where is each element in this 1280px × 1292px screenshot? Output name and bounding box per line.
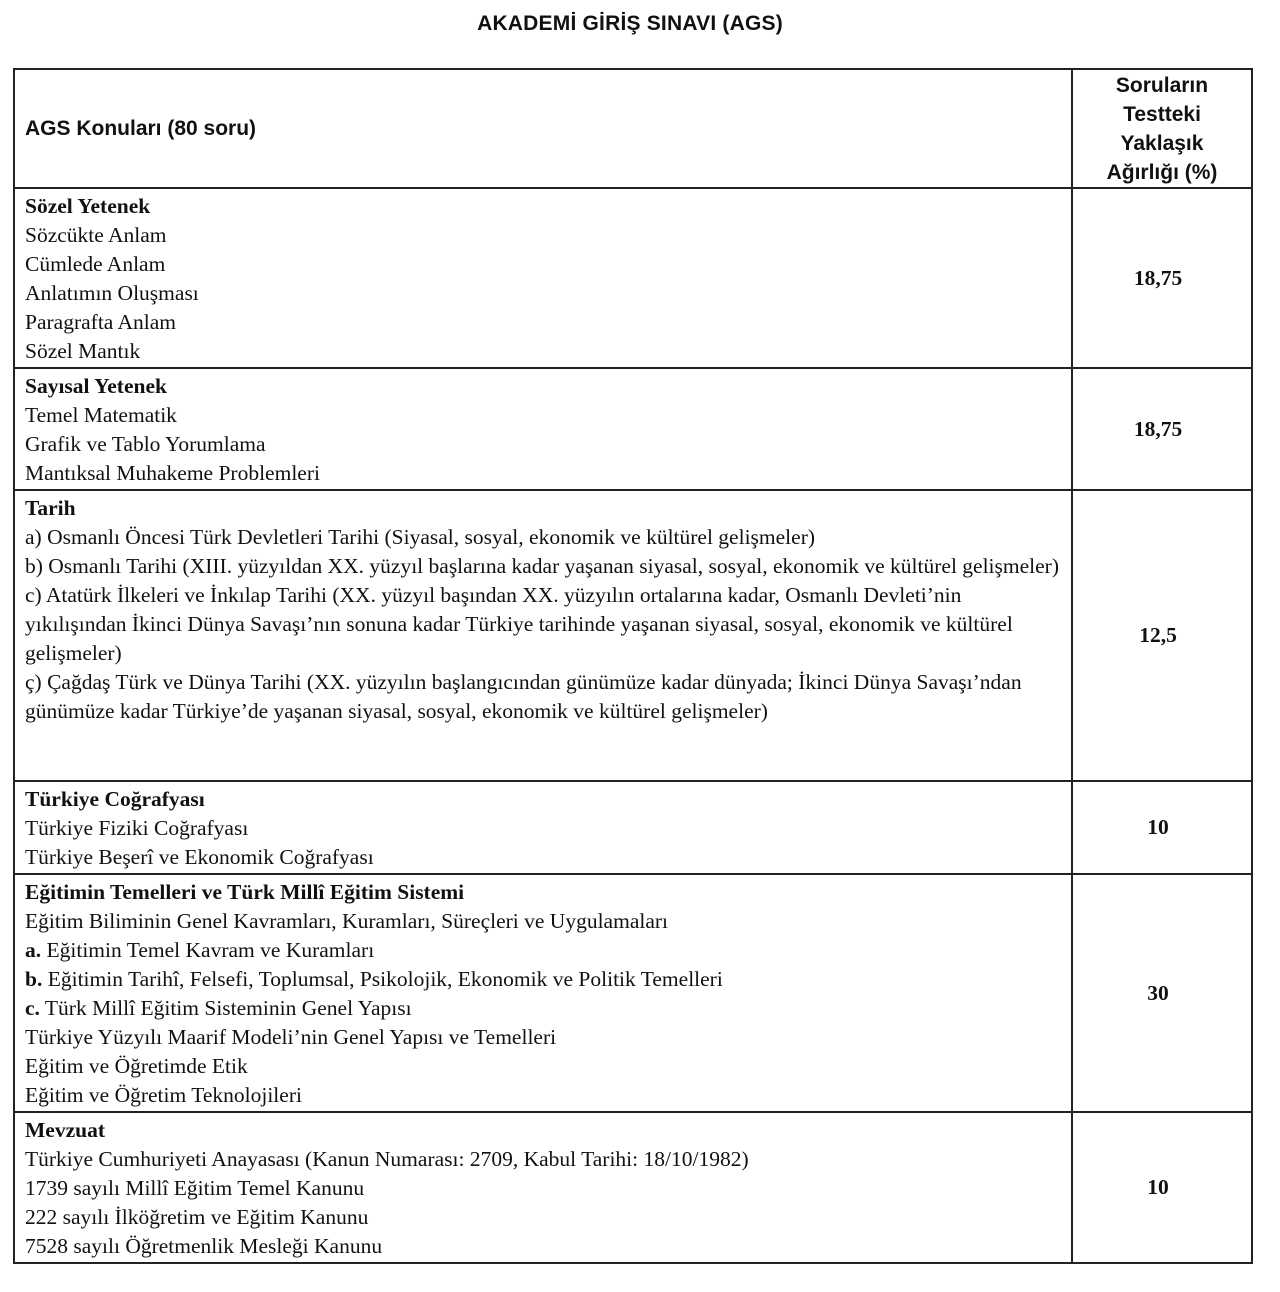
topic-row [14,490,1252,781]
topic-subitem [25,994,1063,1023]
weight-value: 18,75 [1072,188,1252,368]
subitem-text: Mantıksal Muhakeme Problemleri [25,461,320,485]
subitem-text: b) Osmanlı Tarihi (XIII. yüzyıldan XX. yüzyıl başlarına kadar yaşanan siyasal, sosyal, ekonomik ve kültürel gelişmeler) [25,554,1059,578]
topic-title: Eğitimin Temelleri ve Türk Millî Eğitim Sistemi [25,880,465,904]
topic-subitem [25,459,1063,488]
topic-cell [14,874,1072,1112]
topic-title: Mevzuat [25,1118,105,1142]
subitem-text: Eğitim Biliminin Genel Kavramları, Kuramları, Süreçleri ve Uygulamaları [25,909,669,933]
topic-subitem [25,221,1063,250]
topic-row [14,874,1252,1112]
subitem-text: a) Osmanlı Öncesi Türk Devletleri Tarihi (Siyasal, sosyal, ekonomik ve kültürel gelişmeler) [25,525,816,549]
topic-cell [14,368,1072,490]
subitem-text: Türkiye Fiziki Coğrafyası [25,816,249,840]
header-weight-line: Yaklaşık [1120,131,1204,155]
topic-title: Türkiye Coğrafyası [25,787,205,811]
subitem-text: Eğitim ve Öğretim Teknolojileri [25,1083,302,1107]
topic-subitem [25,1052,1063,1081]
subitem-text: c) Atatürk İlkeleri ve İnkılap Tarihi (XX. yüzyıl başından XX. yüzyılın ortalarına kadar, Osmanlı Devleti’nin yıkılışından İkinci Dünya Savaşı’nın sonuna kadar Türkiye tarihinde yaşanan siyasal, sosyal, ekonomik ve kültürel gelişmeler) [25,583,1013,665]
topic-cell [14,188,1072,368]
topic-subitem [25,1145,1063,1174]
subitem-prefix: a. [25,938,42,962]
topic-row [14,1112,1252,1263]
topic-subitem [25,965,1063,994]
topic-subitem [25,668,1063,726]
subitem-text: Eğitim ve Öğretimde Etik [25,1054,248,1078]
subitem-text: Türk Millî Eğitim Sisteminin Genel Yapısı [39,996,412,1020]
ags-topics-table [13,68,1253,1264]
subitem-text: Sözcükte Anlam [25,223,167,247]
subitem-text: Türkiye Yüzyılı Maarif Modeli’nin Genel Yapısı ve Temelleri [25,1025,557,1049]
header-weight-line: Testteki [1123,102,1201,126]
topic-subitem [25,1081,1063,1110]
topic-subitem [25,1023,1063,1052]
weight-value: 10 [1072,1112,1252,1263]
header-weight-cell [1072,69,1252,188]
topic-subitem [25,308,1063,337]
table-header-row [14,69,1252,188]
subitem-text: Anlatımın Oluşması [25,281,199,305]
document-title: AKADEMİ GİRİŞ SINAVI (AGS) [477,12,783,35]
weight-value: 12,5 [1072,490,1252,781]
subitem-prefix: b. [25,967,43,991]
topic-subitem [25,430,1063,459]
subitem-text: Temel Matematik [25,403,177,427]
topic-row [14,368,1252,490]
subitem-text: Cümlede Anlam [25,252,166,276]
topic-title: Tarih [25,496,76,520]
subitem-text: Grafik ve Tablo Yorumlama [25,432,266,456]
topic-cell [14,781,1072,874]
topic-subitem [25,1232,1063,1261]
topic-subitem [25,523,1063,552]
subitem-text: Eğitimin Tarihî, Felsefi, Toplumsal, Psikolojik, Ekonomik ve Politik Temelleri [42,967,723,991]
subitem-text: Eğitimin Temel Kavram ve Kuramları [41,938,375,962]
subitem-text: 1739 sayılı Millî Eğitim Temel Kanunu [25,1176,365,1200]
topic-row [14,188,1252,368]
topic-subitem [25,936,1063,965]
topic-subitem [25,250,1063,279]
topic-subitem [25,907,1063,936]
topic-subitem [25,581,1063,668]
topic-cell [14,490,1072,781]
topic-subitem [25,1203,1063,1232]
subitem-text: ç) Çağdaş Türk ve Dünya Tarihi (XX. yüzyılın başlangıcından günümüze kadar dünyada; İkinci Dünya Savaşı’ndan günümüze kadar Türkiye’de yaşanan siyasal, sosyal, ekonomik ve kültürel gelişmeler) [25,670,1022,723]
topic-row [14,781,1252,874]
weight-value: 10 [1072,781,1252,874]
subitem-text: 222 sayılı İlköğretim ve Eğitim Kanunu [25,1205,369,1229]
weight-value: 30 [1072,874,1252,1112]
subitem-text: Sözel Mantık [25,339,141,363]
topic-title: Sayısal Yetenek [25,374,167,398]
topic-subitem [25,1174,1063,1203]
weight-value: 18,75 [1072,368,1252,490]
header-weight-line: Soruların [1115,73,1209,97]
topic-subitem [25,401,1063,430]
topic-subitem [25,552,1063,581]
topic-title: Sözel Yetenek [25,194,151,218]
subitem-text: Paragrafta Anlam [25,310,177,334]
subitem-prefix: c. [25,996,40,1020]
topic-cell [14,1112,1072,1263]
topic-subitem [25,337,1063,366]
header-weight-line: Ağırlığı (%) [1106,160,1218,184]
topic-subitem [25,814,1063,843]
subitem-text: Türkiye Cumhuriyeti Anayasası (Kanun Numarası: 2709, Kabul Tarihi: 18/10/1982) [25,1147,749,1171]
topic-subitem [25,843,1063,872]
subitem-text: 7528 sayılı Öğretmenlik Mesleği Kanunu [25,1234,383,1258]
header-topics-cell: AGS Konuları (80 soru) [14,69,1072,188]
topic-subitem [25,279,1063,308]
subitem-text: Türkiye Beşerî ve Ekonomik Coğrafyası [25,845,374,869]
